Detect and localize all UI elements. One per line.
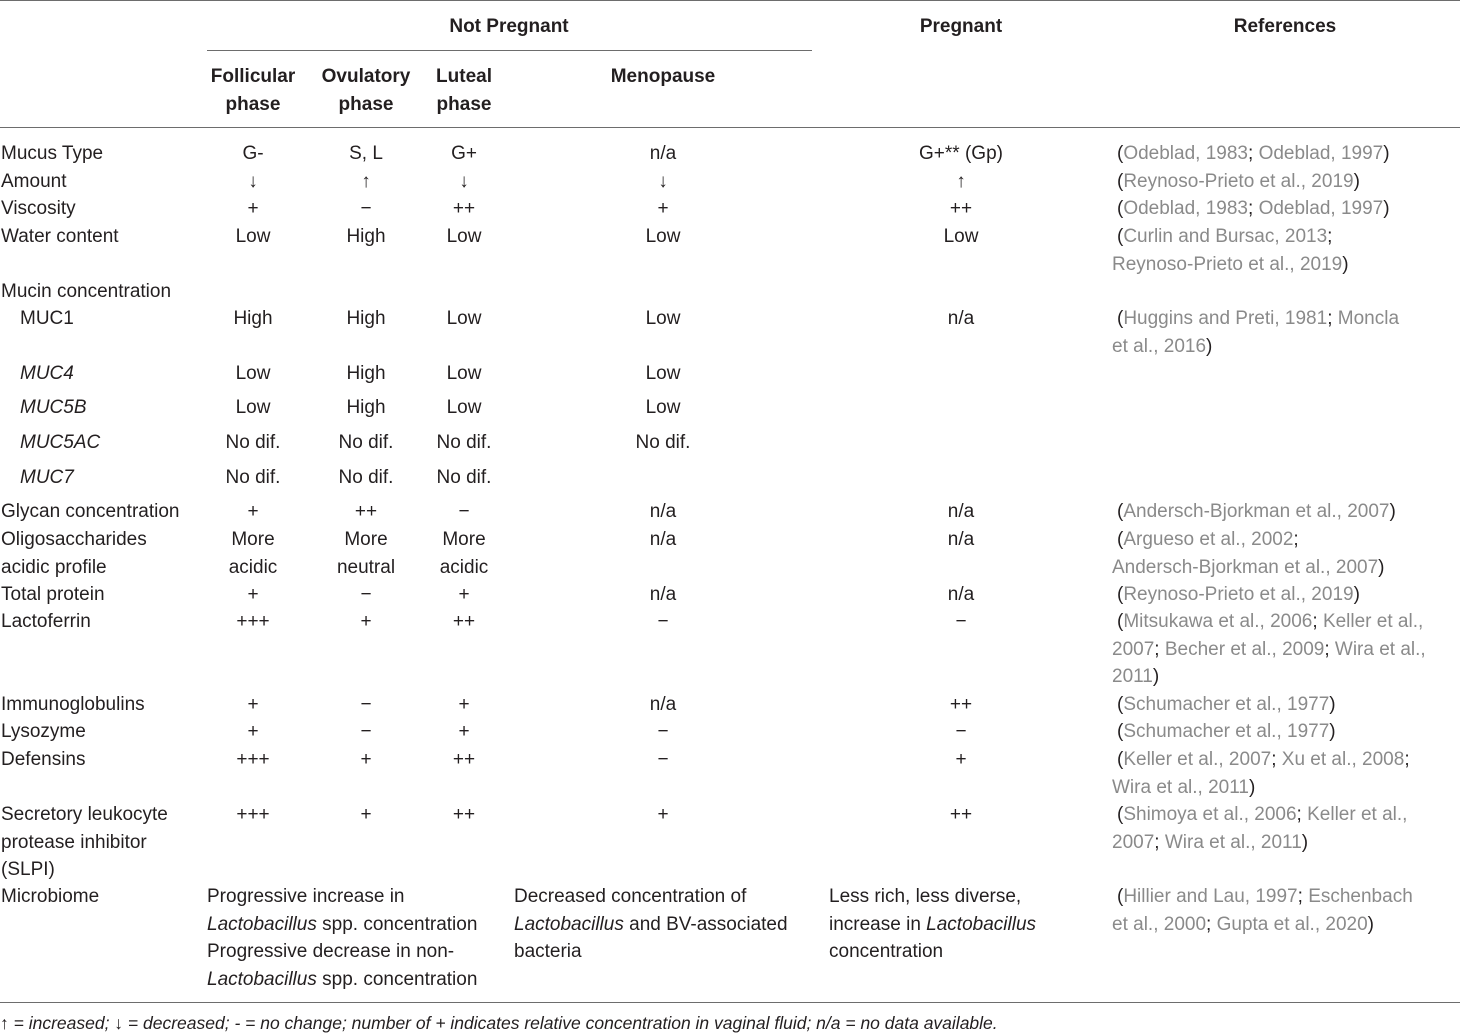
cell-preg: − xyxy=(955,721,967,742)
footnote: ↑ = increased; ↓ = decreased; - = no change; number of + indicates relative concentration in vaginal fluid; n/a = no data available. xyxy=(0,1013,998,1033)
cell-fol: Low xyxy=(235,363,271,384)
cell-fol: +++ xyxy=(236,611,270,632)
row-label: Lactoferrin xyxy=(1,611,91,632)
header-luteal: Luteal phase xyxy=(436,66,492,115)
cell-ovu: S, L xyxy=(349,143,383,164)
row-label: Water content xyxy=(1,226,119,247)
cell-lut: − xyxy=(458,501,470,522)
row-label: Viscosity xyxy=(1,198,76,219)
cell-lut: ++ xyxy=(452,611,476,632)
cell-lut: + xyxy=(458,721,470,742)
cell-ovu: More neutral xyxy=(336,529,396,578)
cell-men: − xyxy=(657,611,669,632)
row-label: Mucin concentration xyxy=(1,281,172,302)
cell-lut: No dif. xyxy=(436,467,492,488)
microbiome-menopause: Decreased concentration of Lactobacillus and BV-associated bacteria xyxy=(514,886,788,962)
cell-lut: ++ xyxy=(452,749,476,770)
cell-preg: G+** (Gp) xyxy=(919,143,1003,164)
cell-fol: Low xyxy=(235,226,271,247)
cell-lut: ↓ xyxy=(459,171,469,192)
header-pregnant: Pregnant xyxy=(919,16,1003,37)
row-label: Glycan concentration xyxy=(1,501,180,522)
cell-ovu: ↑ xyxy=(361,171,371,192)
cell-ovu: No dif. xyxy=(338,432,394,453)
cell-ovu: − xyxy=(360,198,372,219)
row-reference: (Argueso et al., 2002; Andersch-Bjorkman et al., 2007) xyxy=(1112,529,1385,578)
row-reference: (Andersch-Bjorkman et al., 2007) xyxy=(1117,501,1396,522)
cell-lut: More acidic xyxy=(439,529,489,578)
row-reference: (Hillier and Lau, 1997; Eschenbach et al., 2000; Gupta et al., 2020) xyxy=(1112,886,1413,935)
header-rule xyxy=(0,127,1460,128)
row-label: MUC7 xyxy=(20,467,74,488)
cell-ovu: + xyxy=(360,611,372,632)
microbiome-cycle: Progressive increase in Lactobacillus spp. concentration Progressive decrease in non- Lactobacillus spp. concentration xyxy=(207,886,478,990)
header-menopause: Menopause xyxy=(610,66,716,87)
row-label: Microbiome xyxy=(1,886,100,907)
row-reference: (Shimoya et al., 2006; Keller et al., 2007; Wira et al., 2011) xyxy=(1112,804,1408,853)
row-reference: (Reynoso-Prieto et al., 2019) xyxy=(1117,171,1360,192)
cell-men: No dif. xyxy=(635,432,691,453)
row-label: MUC5B xyxy=(20,397,87,418)
cell-ovu: − xyxy=(360,584,372,605)
cell-men: n/a xyxy=(649,143,677,164)
row-reference: (Schumacher et al., 1977) xyxy=(1117,694,1336,715)
cell-fol: + xyxy=(247,694,259,715)
top-rule xyxy=(0,0,1460,1)
cell-men: n/a xyxy=(649,529,677,550)
cell-preg: n/a xyxy=(947,584,975,605)
row-reference: (Reynoso-Prieto et al., 2019) xyxy=(1117,584,1360,605)
cell-men: n/a xyxy=(649,694,677,715)
row-label: Mucus Type xyxy=(1,143,104,164)
cell-lut: Low xyxy=(446,397,482,418)
cell-fol: More acidic xyxy=(228,529,278,578)
row-reference: (Huggins and Preti, 1981; Moncla et al., 2016) xyxy=(1112,308,1400,357)
cell-preg: ↑ xyxy=(956,171,966,192)
cell-men: ↓ xyxy=(658,171,668,192)
cell-fol: High xyxy=(233,308,273,329)
cell-men: + xyxy=(657,198,669,219)
cell-men: Low xyxy=(645,226,681,247)
row-label: MUC1 xyxy=(20,308,74,329)
cell-ovu: − xyxy=(360,721,372,742)
cell-lut: Low xyxy=(446,226,482,247)
cell-preg: Low xyxy=(943,226,979,247)
row-label: Immunoglobulins xyxy=(1,694,145,715)
cell-men: − xyxy=(657,749,669,770)
cell-ovu: High xyxy=(346,363,386,384)
header-not-pregnant: Not Pregnant xyxy=(449,16,569,37)
cell-lut: + xyxy=(458,694,470,715)
cell-lut: G+ xyxy=(451,143,477,164)
cell-lut: ++ xyxy=(452,804,476,825)
cell-preg: n/a xyxy=(947,529,975,550)
row-label: Total protein xyxy=(1,584,105,605)
bottom-rule xyxy=(0,1002,1460,1003)
header-references: References xyxy=(1233,16,1337,37)
row-reference: (Odeblad, 1983; Odeblad, 1997) xyxy=(1117,198,1390,219)
group-rule xyxy=(207,50,812,51)
cell-lut: No dif. xyxy=(436,432,492,453)
cell-ovu: − xyxy=(360,694,372,715)
row-label: MUC4 xyxy=(20,363,74,384)
cell-men: Low xyxy=(645,308,681,329)
cell-ovu: High xyxy=(346,308,386,329)
row-reference: (Mitsukawa et al., 2006; Keller et al., 2007; Becher et al., 2009; Wira et al., 2011) xyxy=(1112,611,1426,687)
row-reference: (Keller et al., 2007; Xu et al., 2008; Wira et al., 2011) xyxy=(1112,749,1410,798)
row-label: Oligosaccharides acidic profile xyxy=(1,529,147,578)
cell-preg: n/a xyxy=(947,501,975,522)
header-ovulatory: Ovulatory phase xyxy=(321,66,411,115)
cell-men: n/a xyxy=(649,584,677,605)
cell-men: Low xyxy=(645,363,681,384)
row-label: Defensins xyxy=(1,749,86,770)
cell-fol: + xyxy=(247,501,259,522)
cell-men: Low xyxy=(645,397,681,418)
row-label: Lysozyme xyxy=(1,721,86,742)
cell-men: + xyxy=(657,804,669,825)
cell-fol: + xyxy=(247,721,259,742)
cell-lut: ++ xyxy=(452,198,476,219)
cell-ovu: No dif. xyxy=(338,467,394,488)
header-follicular: Follicular phase xyxy=(210,66,296,115)
cell-preg: n/a xyxy=(947,308,975,329)
cell-preg: ++ xyxy=(949,198,973,219)
row-label: Amount xyxy=(1,171,67,192)
cell-fol: ↓ xyxy=(248,171,258,192)
cell-fol: G- xyxy=(242,143,264,164)
row-reference: (Schumacher et al., 1977) xyxy=(1117,721,1336,742)
cell-ovu: ++ xyxy=(354,501,378,522)
cell-fol: + xyxy=(247,584,259,605)
cell-preg: + xyxy=(955,749,967,770)
row-label: MUC5AC xyxy=(20,432,101,453)
cell-fol: +++ xyxy=(236,749,270,770)
cell-preg: ++ xyxy=(949,804,973,825)
cell-lut: Low xyxy=(446,363,482,384)
cell-ovu: High xyxy=(346,397,386,418)
row-label: Secretory leukocyte protease inhibitor (SLPI) xyxy=(1,804,168,880)
cell-ovu: + xyxy=(360,804,372,825)
cell-fol: Low xyxy=(235,397,271,418)
cell-fol: No dif. xyxy=(225,467,281,488)
cell-men: − xyxy=(657,721,669,742)
cell-preg: ++ xyxy=(949,694,973,715)
cell-lut: + xyxy=(458,584,470,605)
cell-ovu: + xyxy=(360,749,372,770)
cell-ovu: High xyxy=(346,226,386,247)
cell-fol: +++ xyxy=(236,804,270,825)
cell-fol: + xyxy=(247,198,259,219)
cell-fol: No dif. xyxy=(225,432,281,453)
row-reference: (Curlin and Bursac, 2013; Reynoso-Prieto et al., 2019) xyxy=(1112,226,1349,275)
cell-preg: − xyxy=(955,611,967,632)
cell-men: n/a xyxy=(649,501,677,522)
microbiome-pregnant: Less rich, less diverse, increase in Lactobacillus concentration xyxy=(829,886,1037,962)
cell-lut: Low xyxy=(446,308,482,329)
row-reference: (Odeblad, 1983; Odeblad, 1997) xyxy=(1117,143,1390,164)
